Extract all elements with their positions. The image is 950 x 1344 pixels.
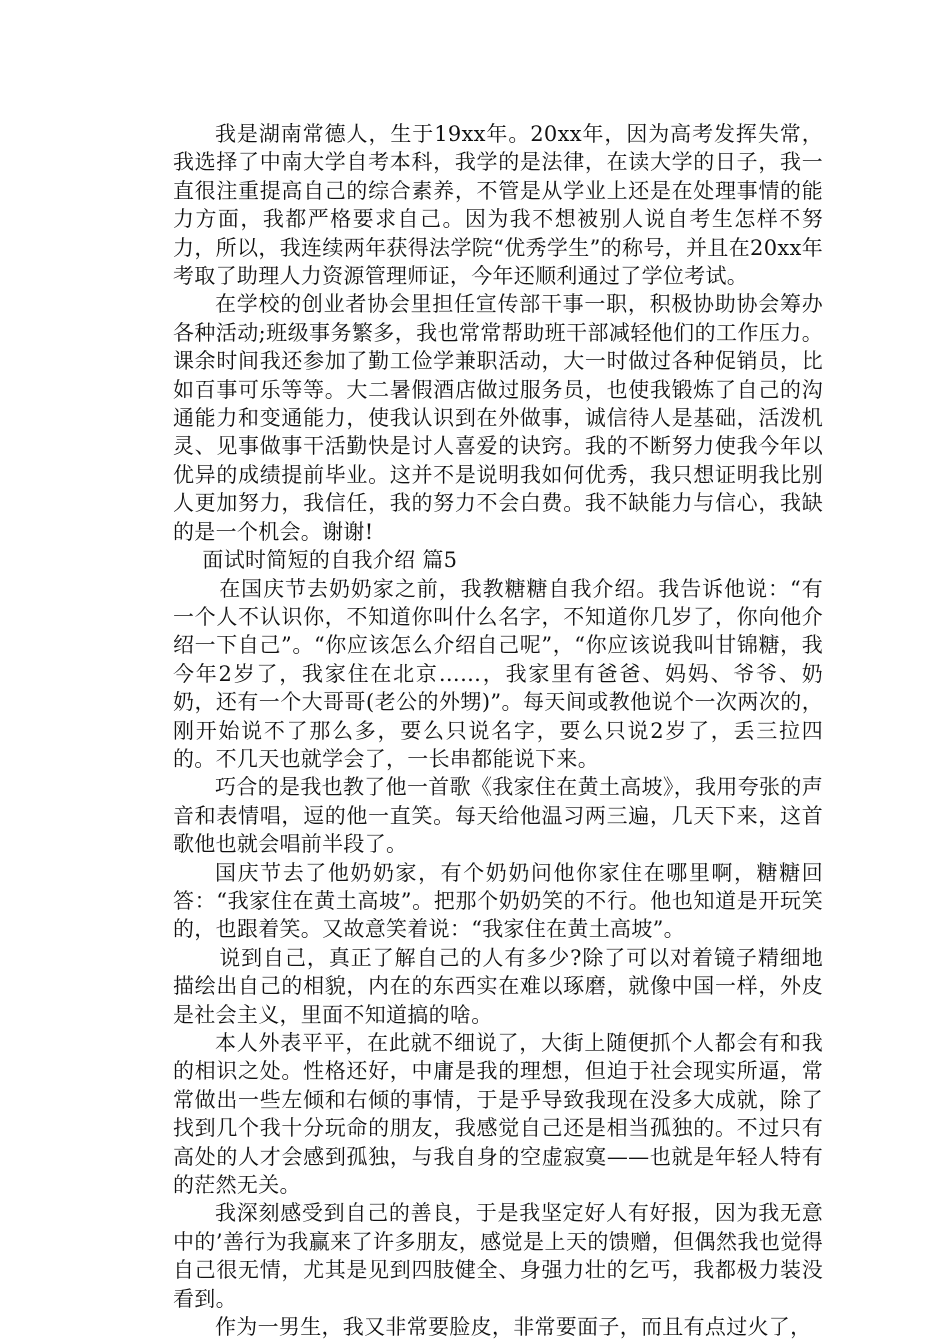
paragraph-1: 我是湖南常德人，生于19xx年。20xx年，因为高考发挥失常，我选择了中南大学自考本科，我学的是法律，在读大学的日子，我一直很注重提高自己的综合素养，不管是从学业上还是在处理事情的能力方面，我都严格要求自己。因为我不想被别人说自考生怎样不努力，所以，我连续两年获得法学院“优秀学生”的称号，并且在20xx年考取了助理人力资源管理师证，今年还顺利通过了学位考试。 — [173, 122, 823, 289]
paragraph-3: 在国庆节去奶奶家之前，我教糖糖自我介绍。我告诉他说：“有一个人不认识你，不知道你叫什么名字，不知道你几岁了，你向他介绍一下自己”。“你应该怎么介绍自己呢”，“你应该说我叫甘锦糖，我今年2岁了，我家住在北京……，我家里有爸爸、妈妈、爷爷、奶奶，还有一个大哥哥(老公的外甥)”。每天间或教他说个一次两次的，刚开始说不了那么多，要么只说名字，要么只说2岁了，丢三拉四的。不几天也就学会了，一长串都能说下来。 — [173, 576, 823, 771]
paragraph-2: 在学校的创业者协会里担任宣传部干事一职，积极协助协会筹办各种活动;班级事务繁多，我也常常帮助班干部减轻他们的工作压力。课余时间我还参加了勤工俭学兼职活动，大一时做过各种促销员，比如百事可乐等等。大二暑假酒店做过服务员，也使我锻炼了自己的沟通能力和变通能力，使我认识到在外做事，诚信待人是基础，活泼机灵、见事做事干活勤快是讨人喜爱的诀窍。我的不断努力使我今年以优异的成绩提前毕业。这并不是说明我如何优秀，我只想证明我比别人更加努力，我信任，我的努力不会白费。我不缺能力与信心，我缺的是一个机会。谢谢! — [173, 292, 823, 544]
paragraph-6: 说到自己，真正了解自己的人有多少?除了可以对着镜子精细地描绘出自己的相貌，内在的东西实在难以琢磨，就像中国一样，外皮是社会主义，里面不知道搞的啥。 — [173, 945, 823, 1027]
document-body — [173, 120, 823, 1341]
paragraph-4: 巧合的是我也教了他一首歌《我家住在黄土高坡》，我用夸张的声音和表情唱，逗的他一直笑。每天给他温习两三遍，几天下来，这首歌他也就会唱前半段了。 — [173, 775, 823, 857]
paragraph-7: 本人外表平平，在此就不细说了，大街上随便抓个人都会有和我的相识之处。性格还好，中庸是我的理想，但迫于社会现实所逼，常常做出一些左倾和右倾的事情，于是乎导致我现在没多大成就，除了找到几个我十分玩命的朋友，我感觉自己还是相当孤独的。不过只有高处的人才会感到孤独，与我自身的空虚寂寞——也就是年轻人特有的茫然无关。 — [173, 1031, 823, 1198]
paragraph-9: 作为一男生，我又非常要脸皮，非常要面子，而且有点过火了， — [215, 1315, 812, 1340]
paragraph-8: 我深刻感受到自己的善良，于是我坚定好人有好报，因为我无意中的’善行为我赢来了许多朋友，感觉是上天的馈赠，但偶然我也觉得自己很无情，尤其是见到四肢健全、身强力壮的乞丐，我都极力装没看到。 — [173, 1201, 823, 1311]
section-heading: 面试时简短的自我介绍 篇5 — [202, 548, 458, 573]
paragraph-5: 国庆节去了他奶奶家，有个奶奶问他你家住在哪里啊，糖糖回答：“我家住在黄土高坡”。把那个奶奶笑的不行。他也知道是开玩笑的，也跟着笑。又故意笑着说：“我家住在黄土高坡”。 — [173, 860, 823, 942]
